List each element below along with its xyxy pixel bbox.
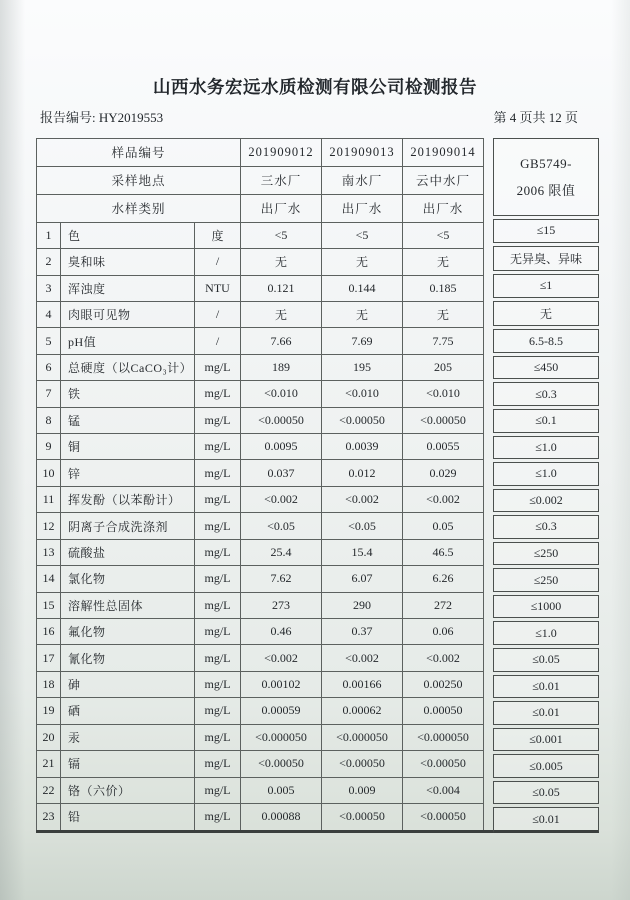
unit: 度	[195, 222, 241, 248]
table-row	[37, 698, 484, 724]
param-name: 硒	[61, 698, 195, 724]
value-sample3: <0.00050	[403, 407, 484, 433]
unit: mg/L	[195, 751, 241, 777]
row-number: 3	[37, 275, 61, 301]
sample-location-cell: 南水厂	[322, 166, 403, 194]
param-name: 铅	[61, 803, 195, 831]
unit: mg/L	[195, 724, 241, 750]
value-sample2: 0.009	[322, 777, 403, 803]
param-name: 阴离子合成洗涤剂	[61, 513, 195, 539]
page-indicator: 第 4 页共 12 页	[493, 110, 578, 125]
limit-header	[493, 138, 599, 216]
row-number: 17	[37, 645, 61, 671]
value-sample2: <0.000050	[322, 724, 403, 750]
value-sample3: 7.75	[403, 328, 484, 354]
limit-value: ≤0.01	[493, 807, 599, 833]
value-sample2: <0.05	[322, 513, 403, 539]
value-sample1: 0.46	[241, 619, 322, 645]
unit: mg/L	[195, 460, 241, 486]
row-number: 9	[37, 434, 61, 460]
value-sample3: 6.26	[403, 566, 484, 592]
sample-location-cell: 云中水厂	[403, 166, 484, 194]
param-name: 氯化物	[61, 566, 195, 592]
value-sample1: <0.010	[241, 381, 322, 407]
limit-value: ≤15	[493, 219, 599, 243]
sample-type-cell: 出厂水	[403, 194, 484, 222]
value-sample2: <5	[322, 222, 403, 248]
report-meta	[40, 107, 578, 126]
report-number: 报告编号: HY2019553	[40, 110, 164, 125]
value-sample1: 0.005	[241, 777, 322, 803]
limit-column	[493, 138, 599, 833]
table-row	[37, 777, 484, 803]
value-sample2: 7.69	[322, 328, 403, 354]
value-sample1: <0.05	[241, 513, 322, 539]
value-sample2: <0.00050	[322, 407, 403, 433]
row-number: 22	[37, 777, 61, 803]
value-sample1: <0.00050	[241, 751, 322, 777]
value-sample2: 0.012	[322, 460, 403, 486]
limit-value: ≤0.01	[493, 701, 599, 725]
value-sample3: <0.000050	[403, 724, 484, 750]
limit-value: ≤0.01	[493, 675, 599, 699]
sample-no-label: 样品编号	[37, 139, 241, 167]
table-row	[37, 592, 484, 618]
value-sample2: <0.002	[322, 486, 403, 512]
value-sample2: 无	[322, 301, 403, 327]
value-sample3: <0.002	[403, 645, 484, 671]
value-sample3: <0.004	[403, 777, 484, 803]
limit-value: ≤0.05	[493, 648, 599, 672]
value-sample1: 无	[241, 301, 322, 327]
value-sample2: <0.010	[322, 381, 403, 407]
table-row	[37, 434, 484, 460]
value-sample3: 无	[403, 301, 484, 327]
param-name: 挥发酚（以苯酚计）	[61, 486, 195, 512]
limit-header-line2: 2006 限值	[516, 182, 576, 198]
results-table	[36, 138, 484, 833]
table-row	[37, 803, 484, 831]
unit: mg/L	[195, 434, 241, 460]
value-sample3: 0.00250	[403, 671, 484, 697]
sample-location-cell: 三水厂	[241, 166, 322, 194]
row-number: 16	[37, 619, 61, 645]
value-sample1: <0.002	[241, 645, 322, 671]
unit: mg/L	[195, 566, 241, 592]
value-sample2: 0.144	[322, 275, 403, 301]
limit-value: ≤0.001	[493, 728, 599, 752]
row-number: 14	[37, 566, 61, 592]
unit: /	[195, 328, 241, 354]
param-name: 铬（六价）	[61, 777, 195, 803]
unit: mg/L	[195, 671, 241, 697]
row-number: 10	[37, 460, 61, 486]
value-sample2: 195	[322, 354, 403, 380]
param-name: 总硬度（以CaCO₃计）	[61, 354, 195, 380]
param-name: 氰化物	[61, 645, 195, 671]
unit: mg/L	[195, 803, 241, 831]
param-name: 锰	[61, 407, 195, 433]
param-name: 镉	[61, 751, 195, 777]
value-sample3: 0.06	[403, 619, 484, 645]
unit: NTU	[195, 275, 241, 301]
row-number: 2	[37, 249, 61, 275]
value-sample2: 0.0039	[322, 434, 403, 460]
table-row	[37, 671, 484, 697]
row-number: 7	[37, 381, 61, 407]
unit: mg/L	[195, 486, 241, 512]
row-number: 15	[37, 592, 61, 618]
param-name: 砷	[61, 671, 195, 697]
sample-no-cell: 201909012	[241, 139, 322, 167]
value-sample2: <0.002	[322, 645, 403, 671]
value-sample3: 0.00050	[403, 698, 484, 724]
limit-value: ≤0.05	[493, 781, 599, 805]
unit: /	[195, 301, 241, 327]
value-sample3: 0.0055	[403, 434, 484, 460]
limit-value: ≤1000	[493, 595, 599, 619]
limit-value: ≤250	[493, 542, 599, 566]
unit: mg/L	[195, 645, 241, 671]
limit-value: ≤0.002	[493, 489, 599, 513]
table-row	[37, 566, 484, 592]
value-sample2: 6.07	[322, 566, 403, 592]
value-sample3: 272	[403, 592, 484, 618]
unit: mg/L	[195, 407, 241, 433]
limit-value: ≤1.0	[493, 436, 599, 460]
table-row	[37, 486, 484, 512]
value-sample3: <5	[403, 222, 484, 248]
value-sample2: 0.37	[322, 619, 403, 645]
unit: mg/L	[195, 619, 241, 645]
value-sample1: <0.002	[241, 486, 322, 512]
table-row	[37, 354, 484, 380]
limit-value: ≤250	[493, 568, 599, 592]
param-name: 臭和味	[61, 249, 195, 275]
row-number: 4	[37, 301, 61, 327]
value-sample1: 无	[241, 249, 322, 275]
table-bottom-rule	[482, 830, 493, 833]
table-row	[37, 407, 484, 433]
value-sample1: 0.00102	[241, 671, 322, 697]
unit: mg/L	[195, 381, 241, 407]
sample-no-cell: 201909014	[403, 139, 484, 167]
table-row	[37, 301, 484, 327]
value-sample1: 7.62	[241, 566, 322, 592]
row-number: 20	[37, 724, 61, 750]
unit: mg/L	[195, 592, 241, 618]
limit-value: ≤0.005	[493, 754, 599, 778]
limit-value: ≤450	[493, 356, 599, 380]
sample-type-cell: 出厂水	[322, 194, 403, 222]
value-sample1: 7.66	[241, 328, 322, 354]
param-name: 氟化物	[61, 619, 195, 645]
param-name: pH值	[61, 328, 195, 354]
value-sample2: 0.00062	[322, 698, 403, 724]
row-number: 5	[37, 328, 61, 354]
row-number: 19	[37, 698, 61, 724]
param-name: 硫酸盐	[61, 539, 195, 565]
value-sample3: 无	[403, 249, 484, 275]
param-name: 浑浊度	[61, 275, 195, 301]
table-row	[37, 645, 484, 671]
value-sample3: 0.029	[403, 460, 484, 486]
value-sample1: 189	[241, 354, 322, 380]
value-sample2: <0.00050	[322, 803, 403, 831]
sample-no-cell: 201909013	[322, 139, 403, 167]
value-sample3: <0.002	[403, 486, 484, 512]
table-row	[37, 328, 484, 354]
sample-type-label: 水样类别	[37, 194, 241, 222]
limit-value: 无异臭、异味	[493, 246, 599, 272]
param-name: 汞	[61, 724, 195, 750]
row-number: 1	[37, 222, 61, 248]
value-sample1: 0.00059	[241, 698, 322, 724]
limit-value: ≤1.0	[493, 621, 599, 645]
table-row	[37, 460, 484, 486]
report-title: 山西水务宏远水质检测有限公司检测报告	[153, 77, 477, 97]
row-number: 6	[37, 354, 61, 380]
table-row	[37, 724, 484, 750]
table-row	[37, 539, 484, 565]
table-row	[37, 751, 484, 777]
value-sample1: 0.037	[241, 460, 322, 486]
param-name: 肉眼可见物	[61, 301, 195, 327]
value-sample3: 0.185	[403, 275, 484, 301]
table-row	[37, 619, 484, 645]
row-number: 21	[37, 751, 61, 777]
value-sample3: <0.00050	[403, 803, 484, 831]
value-sample1: 273	[241, 592, 322, 618]
row-number: 18	[37, 671, 61, 697]
row-number: 12	[37, 513, 61, 539]
sample-location-label: 采样地点	[37, 166, 241, 194]
results-table-area	[36, 138, 599, 833]
table-row	[37, 513, 484, 539]
row-number: 13	[37, 539, 61, 565]
value-sample1: 0.121	[241, 275, 322, 301]
param-name: 色	[61, 222, 195, 248]
value-sample3: 205	[403, 354, 484, 380]
value-sample3: 0.05	[403, 513, 484, 539]
limit-value: ≤0.3	[493, 515, 599, 539]
value-sample1: <0.00050	[241, 407, 322, 433]
value-sample3: <0.00050	[403, 751, 484, 777]
table-row	[37, 381, 484, 407]
header-row-type	[37, 194, 484, 222]
row-number: 23	[37, 803, 61, 831]
value-sample2: <0.00050	[322, 751, 403, 777]
unit: mg/L	[195, 777, 241, 803]
row-number: 8	[37, 407, 61, 433]
header-row-sample-no	[37, 139, 484, 167]
sample-type-cell: 出厂水	[241, 194, 322, 222]
table-row	[37, 249, 484, 275]
param-name: 铜	[61, 434, 195, 460]
value-sample2: 15.4	[322, 539, 403, 565]
unit: mg/L	[195, 539, 241, 565]
unit: mg/L	[195, 513, 241, 539]
param-name: 溶解性总固体	[61, 592, 195, 618]
value-sample1: 0.00088	[241, 803, 322, 831]
limit-header-line1: GB5749-	[520, 155, 572, 171]
value-sample2: 0.00166	[322, 671, 403, 697]
unit: mg/L	[195, 698, 241, 724]
limit-value: 6.5-8.5	[493, 329, 599, 353]
limit-value: 无	[493, 301, 599, 327]
header-row-location	[37, 166, 484, 194]
value-sample1: <5	[241, 222, 322, 248]
limit-value: ≤0.3	[493, 382, 599, 406]
limit-value: ≤0.1	[493, 409, 599, 433]
value-sample2: 无	[322, 249, 403, 275]
param-name: 锌	[61, 460, 195, 486]
unit: /	[195, 249, 241, 275]
unit: mg/L	[195, 354, 241, 380]
table-row	[37, 275, 484, 301]
limit-value: ≤1.0	[493, 462, 599, 486]
value-sample1: <0.000050	[241, 724, 322, 750]
limit-value: ≤1	[493, 274, 599, 298]
value-sample1: 0.0095	[241, 434, 322, 460]
row-number: 11	[37, 486, 61, 512]
table-row	[37, 222, 484, 248]
value-sample2: 290	[322, 592, 403, 618]
value-sample1: 25.4	[241, 539, 322, 565]
value-sample3: 46.5	[403, 539, 484, 565]
value-sample3: <0.010	[403, 381, 484, 407]
param-name: 铁	[61, 381, 195, 407]
